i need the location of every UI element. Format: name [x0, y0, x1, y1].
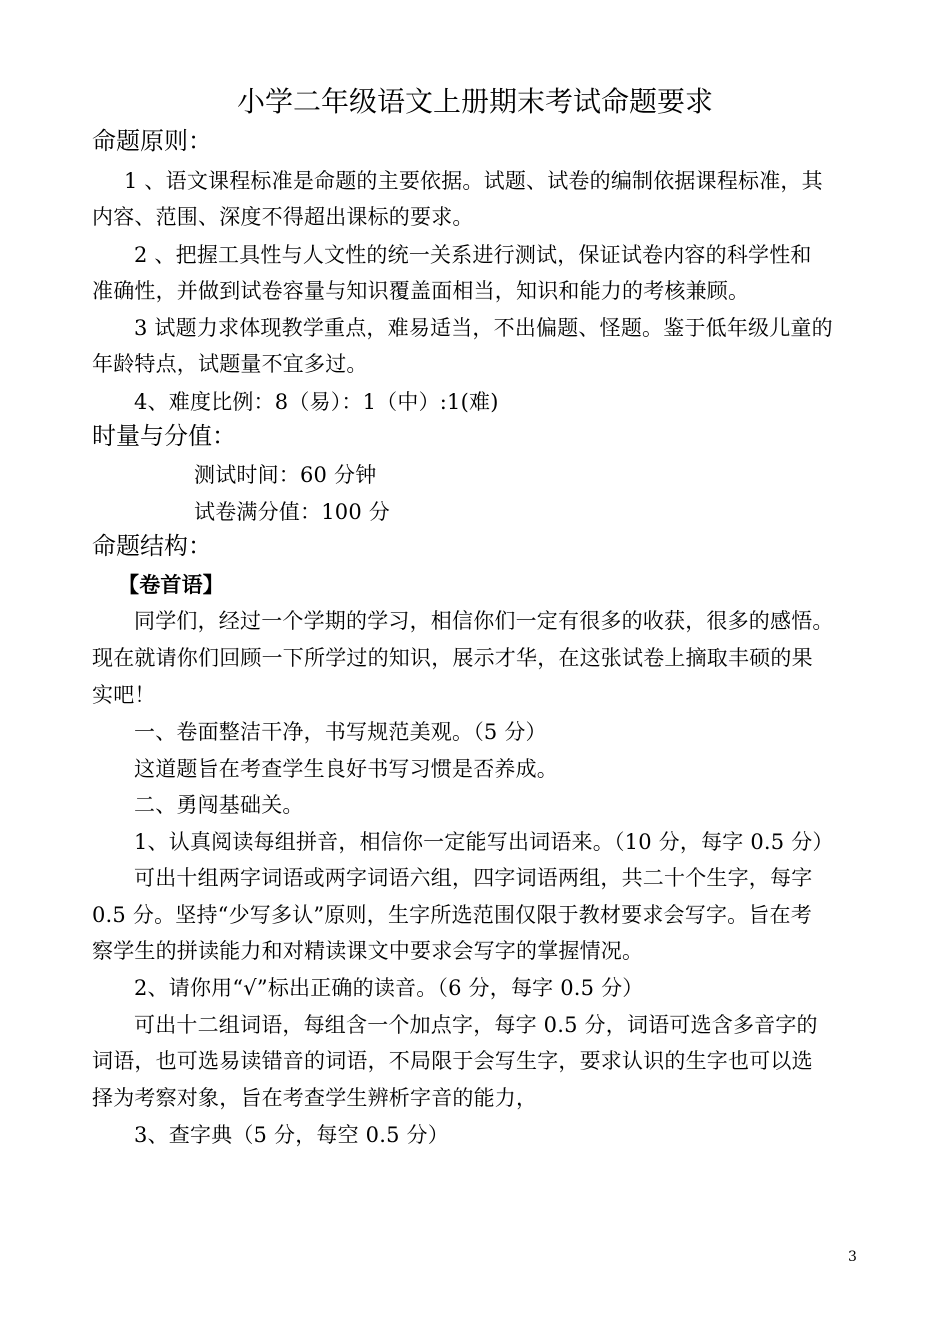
- paragraph-line: 这道题旨在考查学生良好书写习惯是否养成。: [134, 757, 558, 781]
- subheading-preface: 【卷首语】: [118, 573, 224, 597]
- paragraph-line: 现在就请你们回顾一下所学过的知识，展示才华，在这张试卷上摘取丰硕的果: [92, 646, 813, 670]
- paragraph-line: 可出十组两字词语或两字词语六组，四字词语两组，共二十个生字，每字: [134, 866, 813, 890]
- paragraph-line: 二、勇闯基础关。: [134, 793, 304, 817]
- section-heading-time-score: 时量与分值：: [92, 422, 236, 450]
- page-number: 3: [848, 1249, 857, 1265]
- document-title: 小学二年级语文上册期末考试命题要求: [236, 85, 713, 118]
- paragraph-line: 可出十二组词语，每组含一个加点字，每字 0.5 分，词语可选含多音字的: [134, 1013, 818, 1037]
- paragraph-line: 2、请你用“√”标出正确的读音。（6 分，每字 0.5 分）: [134, 976, 644, 1000]
- paragraph-line: 2 、把握工具性与人文性的统一关系进行测试，保证试卷内容的科学性和: [134, 243, 812, 267]
- paragraph-line: 0.5 分。坚持“少写多认”原则，生字所选范围仅限于教材要求会写字。旨在考: [92, 903, 812, 927]
- paragraph-line: 同学们，经过一个学期的学习，相信你们一定有很多的收获，很多的感悟。: [134, 609, 834, 633]
- paragraph-line: 实吧！: [92, 683, 156, 707]
- paragraph-line: 准确性，并做到试卷容量与知识覆盖面相当，知识和能力的考核兼顾。: [92, 279, 750, 303]
- paragraph-line: 内容、范围、深度不得超出课标的要求。: [92, 205, 474, 229]
- paragraph-line: 3 试题力求体现教学重点，难易适当，不出偏题、怪题。鉴于低年级儿童的: [134, 316, 833, 340]
- paragraph-line: 3、查字典（5 分，每空 0.5 分）: [134, 1123, 449, 1147]
- paragraph-line: 察学生的拼读能力和对精读课文中要求会写字的掌握情况。: [92, 939, 644, 963]
- paragraph-line: 择为考察对象，旨在考查学生辨析字音的能力，: [92, 1086, 538, 1110]
- paragraph-line: 1、认真阅读每组拼音，相信你一定能写出词语来。（10 分，每字 0.5 分）: [134, 830, 834, 854]
- paragraph-line: 年龄特点，试题量不宜多过。: [92, 352, 368, 376]
- full-score: 试卷满分值：100 分: [194, 500, 390, 524]
- paragraph-line: 一、卷面整洁干净，书写规范美观。（5 分）: [134, 720, 547, 744]
- paragraph-line: 词语，也可选易读错音的词语，不局限于会写生字，要求认识的生字也可以选: [92, 1049, 813, 1073]
- test-time: 测试时间：60 分钟: [194, 463, 377, 487]
- paragraph-line: 4、难度比例：8（易）：1（中）:1(难): [134, 390, 499, 414]
- paragraph-line: 1 、语文课程标准是命题的主要依据。试题、试卷的编制依据课程标准，其: [124, 169, 823, 193]
- section-heading-principles: 命题原则：: [92, 127, 212, 155]
- section-heading-structure: 命题结构：: [92, 532, 212, 560]
